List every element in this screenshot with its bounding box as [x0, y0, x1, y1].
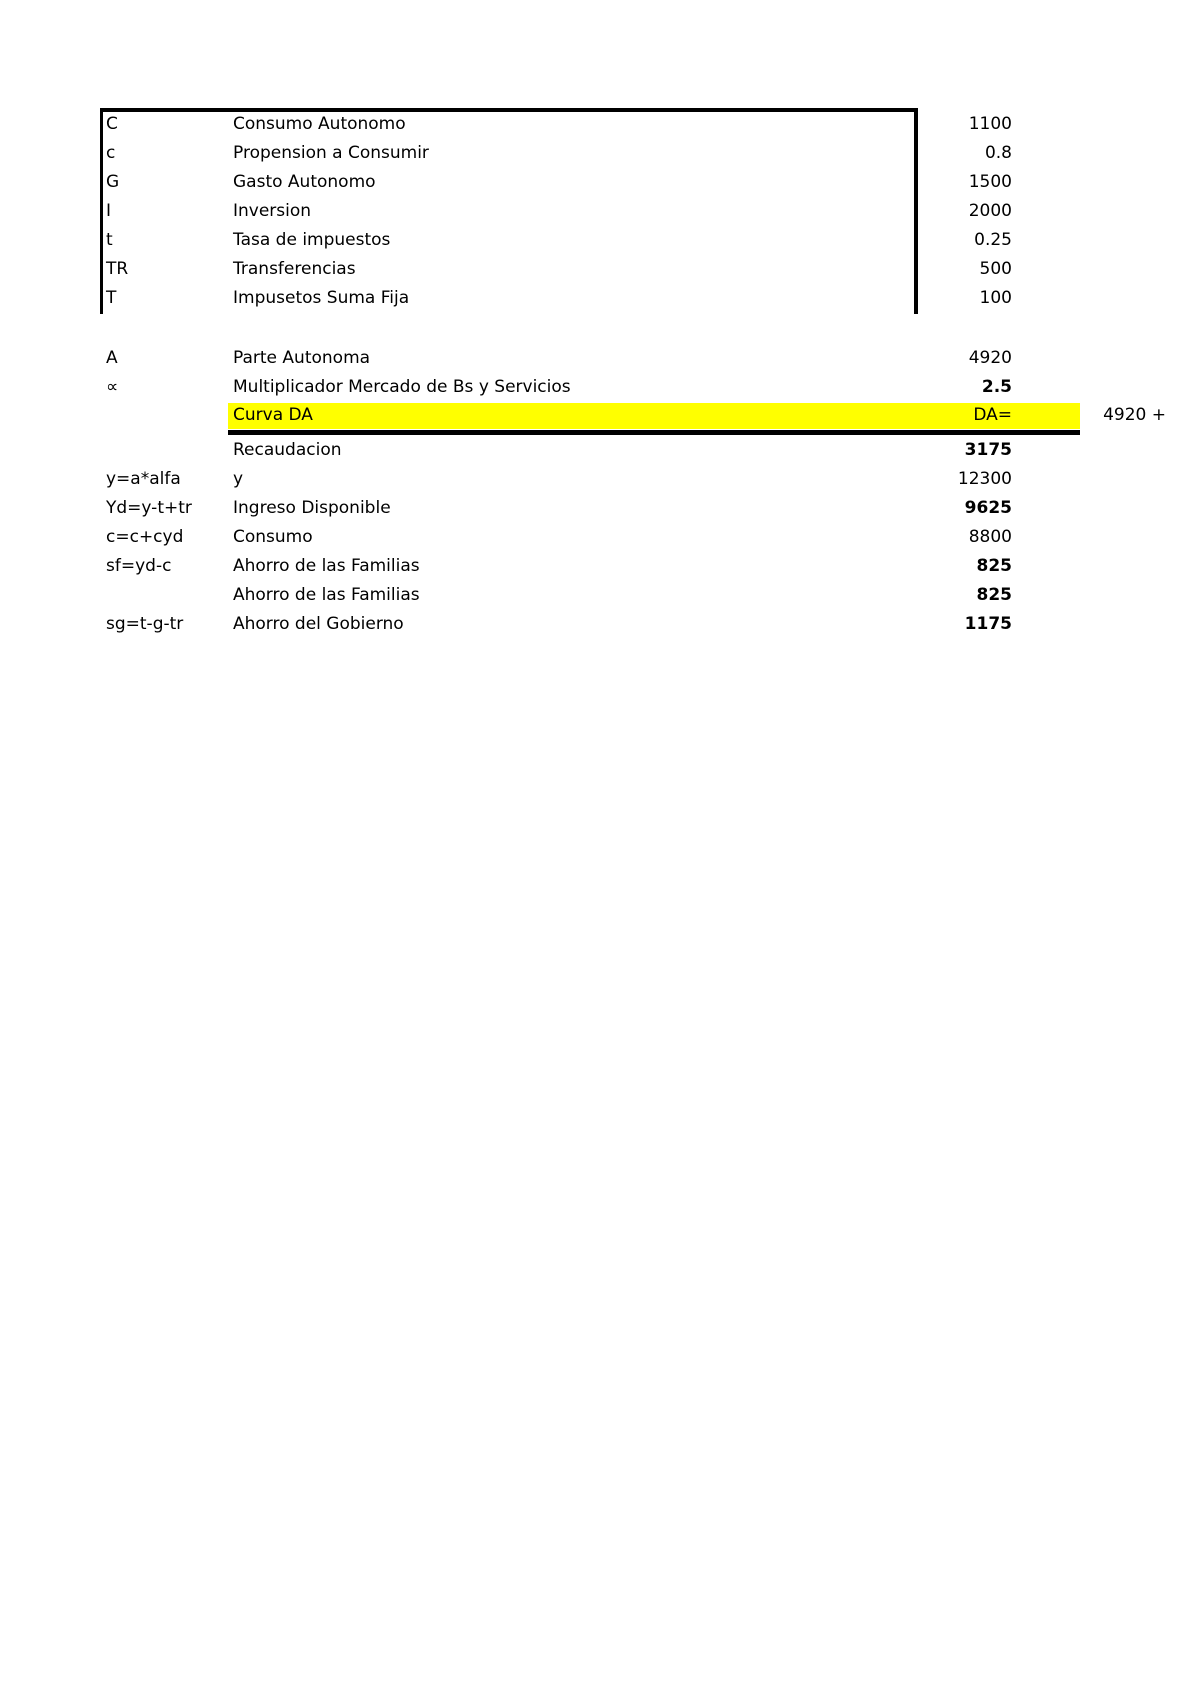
row-curva-da — [100, 401, 1166, 430]
row-parte-autonoma — [100, 344, 1082, 373]
param-label: Consumo Autonomo — [233, 114, 406, 134]
param-row-impuestos-fija — [100, 284, 1082, 313]
result-label: Consumo — [233, 527, 313, 547]
row-ahorro-gobierno — [100, 610, 1082, 639]
multiplier-value: 2.5 — [981, 377, 1012, 397]
multiplier-label: Multiplicador Mercado de Bs y Servicios — [233, 377, 571, 397]
result-value: 1175 — [964, 614, 1012, 634]
param-symbol: C — [106, 114, 118, 134]
curve-equation-value: 4920 + — [1103, 405, 1166, 425]
param-value: 2000 — [968, 201, 1012, 221]
param-value: 500 — [979, 259, 1012, 279]
row-recaudacion — [100, 436, 1082, 465]
param-label: Propension a Consumir — [233, 143, 429, 163]
param-label: Tasa de impuestos — [233, 230, 391, 250]
result-formula — [106, 436, 226, 465]
row-y — [100, 465, 1082, 494]
result-label: Ingreso Disponible — [233, 498, 391, 518]
param-row-consumo-autonomo — [100, 110, 1082, 139]
param-label: Transferencias — [233, 259, 356, 279]
param-row-gasto — [100, 168, 1082, 197]
param-value: 1500 — [968, 172, 1012, 192]
result-formula: Yd=y-t+tr — [106, 498, 192, 518]
result-value: 8800 — [968, 527, 1012, 547]
row-ingreso-disponible — [100, 494, 1082, 523]
curve-equation-prefix: DA= — [973, 405, 1012, 425]
param-row-transferencias — [100, 255, 1082, 284]
param-symbol: I — [106, 201, 112, 221]
autonomous-label: Parte Autonoma — [233, 348, 371, 368]
row-ahorro-familias — [100, 552, 1082, 581]
autonomous-symbol: A — [106, 348, 118, 368]
result-formula: sg=t-g-tr — [106, 614, 184, 634]
curve-label: Curva DA — [233, 405, 313, 425]
result-label: Ahorro del Gobierno — [233, 614, 404, 634]
result-value: 825 — [976, 585, 1012, 605]
row-consumo — [100, 523, 1082, 552]
result-formula: c=c+cyd — [106, 527, 184, 547]
param-label: Gasto Autonomo — [233, 172, 376, 192]
result-label: Ahorro de las Familias — [233, 585, 420, 605]
param-row-inversion — [100, 197, 1082, 226]
row-ahorro-familias-2 — [100, 581, 1082, 610]
param-label: Inversion — [233, 201, 312, 221]
param-value: 0.25 — [974, 230, 1012, 250]
result-value: 12300 — [957, 469, 1012, 489]
result-label: y — [233, 469, 244, 489]
param-row-propension — [100, 139, 1082, 168]
param-value: 0.8 — [984, 143, 1012, 163]
multiplier-symbol: ∝ — [106, 377, 119, 397]
param-symbol: G — [106, 172, 120, 192]
param-symbol: T — [106, 288, 117, 308]
result-formula — [106, 581, 226, 610]
row-multiplicador — [100, 373, 1082, 402]
curve-underline-divider — [228, 430, 1080, 435]
param-value: 1100 — [968, 114, 1012, 134]
result-value: 825 — [976, 556, 1012, 576]
result-label: Recaudacion — [233, 440, 342, 460]
autonomous-value: 4920 — [968, 348, 1012, 368]
result-formula: sf=yd-c — [106, 556, 172, 576]
result-value: 3175 — [964, 440, 1012, 460]
param-symbol: TR — [106, 259, 129, 279]
param-symbol: c — [106, 143, 116, 163]
result-formula: y=a*alfa — [106, 469, 181, 489]
param-row-tasa — [100, 226, 1082, 255]
result-value: 9625 — [964, 498, 1012, 518]
param-label: Impusetos Suma Fija — [233, 288, 410, 308]
param-symbol: t — [106, 230, 113, 250]
param-value: 100 — [979, 288, 1012, 308]
result-label: Ahorro de las Familias — [233, 556, 420, 576]
